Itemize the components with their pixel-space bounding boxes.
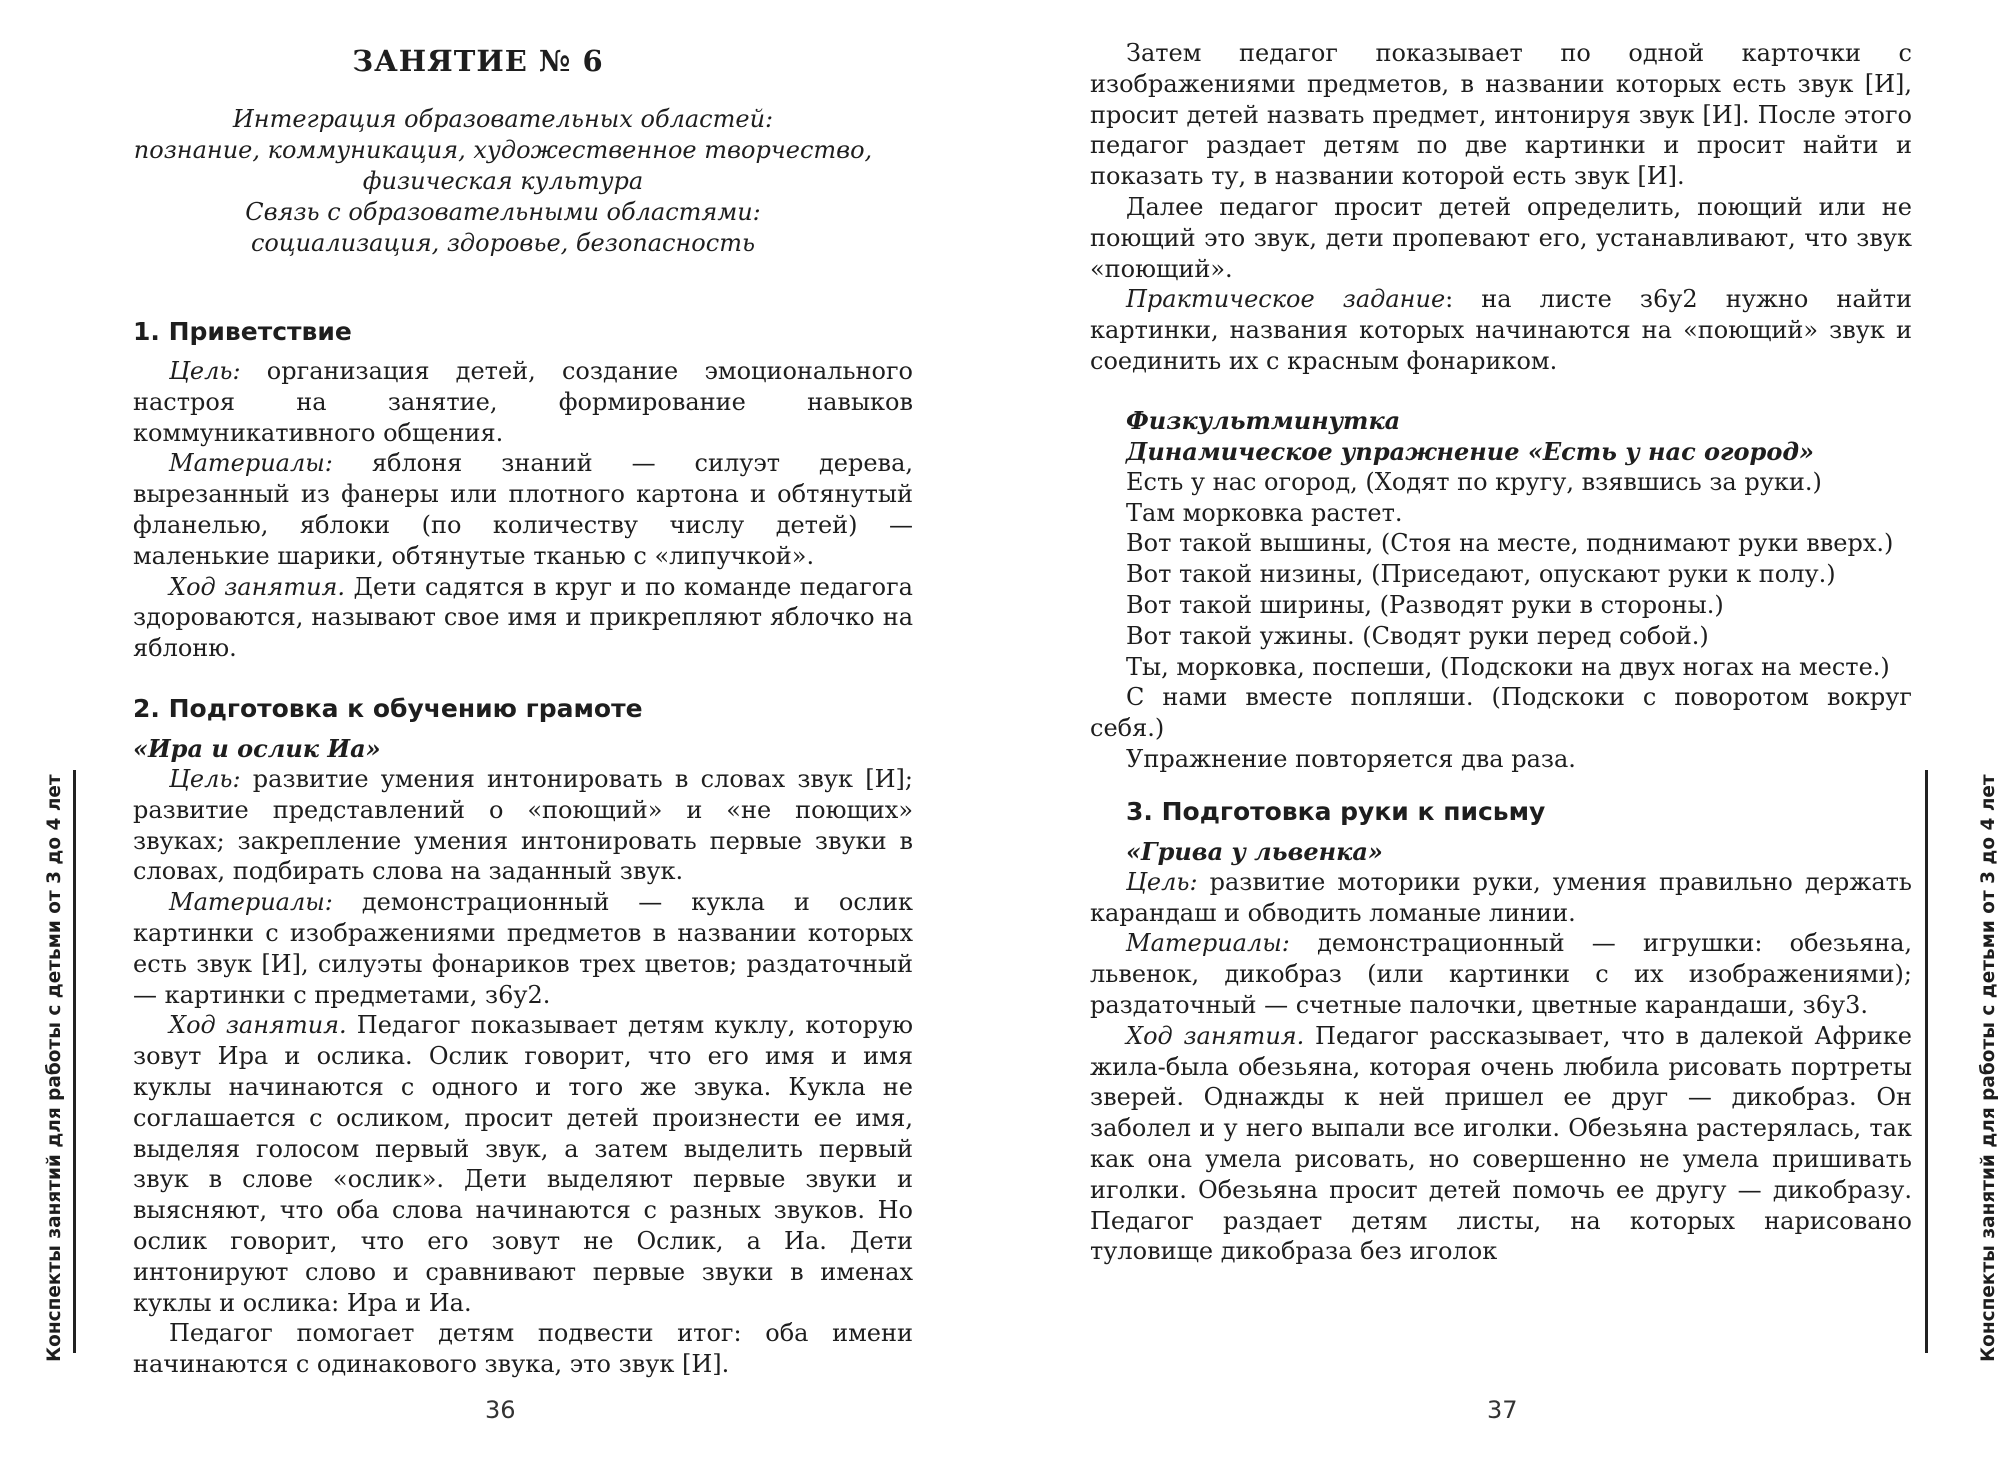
course-text: Педагог показывает детям куклу, которую зовут Ира и ослика. Ослик говорит, что его имя и имя куклы начинаются с одного и того же звука. Кукла не соглашается с осликом, просит детей произнести ее имя, выделяя голосом первый звук, а затем выделить первый звук в слове «ослик». Дети выделяют первые звуки и выясняют, что оба слова начинаются с разных звуков. Но ослик говорит, что его зовут не Ослик, а Иа. Дети интонируют слово и сравнивают первые звуки в именах куклы и ослика: Ира и Иа. — [133, 1011, 913, 1317]
left-text-column — [133, 36, 913, 1380]
section-3-course — [1090, 1021, 1912, 1267]
verse-line: Вот такой ширины, (Разводят руки в стороны.) — [1126, 590, 1724, 619]
practice-text: : на листе з6у2 нужно найти картинки, названия которых начинаются на «поющий» звук и соединить их с красным фонариком. — [1090, 285, 1912, 375]
section-2-subtitle: «Ира и ослик Иа» — [133, 733, 381, 763]
section-1-title: 1. Приветствие — [133, 317, 352, 346]
materials-text: яблоня знаний — силуэт дерева, вырезанный из фанеры или плотного картона и обтянутый фланелью, яблоки (по количеству числу детей) — маленькие шарики, обтянутые тканью с «липучкой». — [133, 449, 913, 570]
paragraph: Затем педагог показывает по одной карточки с изображениями предметов, в названии которых есть звук [И], просит детей назвать предмет, интонируя звук [И]. После этого педагог раздает детям по две картинки и просит найти и показать ту, в названии которой есть звук [И]. — [1090, 39, 1912, 191]
practice-task — [1090, 284, 1912, 376]
section-2-title: 2. Подготовка к обучению грамоте — [133, 693, 643, 723]
verse-line: Упражнение повторяется два раза. — [1126, 744, 1576, 773]
page-number: 37 — [1487, 1396, 1518, 1424]
materials-text: демонстрационный — кукла и ослик картинки с изображениями предметов в названии которых есть звук [И], силуэты фонариков трех цветов; раздаточный — картинки с предметами, з6у2. — [133, 888, 913, 1009]
goal-label: Цель: — [169, 357, 241, 385]
verse-line: Вот такой вышины, (Стоя на месте, поднимают руки вверх.) — [1126, 529, 1894, 558]
section-2-materials — [133, 887, 913, 1010]
chapter-title: ЗАНЯТИЕ № 6 — [352, 44, 604, 78]
course-text: Педагог рассказывает, что в далекой Африке жила-была обезьяна, которая очень любила рисовать портреты зверей. Однажды к ней пришел ее друг — дикобраз. Он заболел и у него выпали все иголки. Обезьяна растерялась, так как она умела рисовать, но совершенно не умела пришивать иголки. Обезьяна просит детей помочь ее другу — дикобразу. Педагог раздает детям листы, на которых нарисовано туловище дикобраза без иголок — [1090, 1021, 1912, 1266]
goal-label: Цель: — [169, 764, 241, 793]
course-label: Ход занятия. — [1126, 1021, 1305, 1050]
verse-line: С нами вместе попляши. (Подскоки с поворотом вокруг себя.) — [1090, 683, 1912, 743]
section-1-materials — [133, 448, 913, 571]
intro-line: социализация, здоровье, безопасность — [250, 229, 756, 257]
intro-line: физическая культура — [362, 167, 644, 195]
goal-text: организация детей, создание эмоционального настроя на занятие, формирование навыков коммуникативного общения. — [133, 357, 913, 447]
side-rule — [1925, 770, 1928, 1353]
goal-label: Цель: — [1126, 867, 1198, 896]
materials-text: демонстрационный — игрушки: обезьяна, львенок, дикобраз (или картинки с их изображениями); раздаточный — счетные палочки, цветные карандаши, з6у3. — [1090, 929, 1912, 1019]
verse-line: Есть у нас огород, (Ходят по кругу, взявшись за руки.) — [1126, 467, 1822, 496]
paragraph: Далее педагог просит детей определить, поющий или не поющий это звук, дети пропевают его, устанавливают, что звук «поющий». — [1090, 192, 1912, 283]
section-2-course — [133, 1010, 913, 1318]
verse-line: Вот такой низины, (Приседают, опускают руки к полу.) — [1126, 560, 1836, 589]
right-page — [1000, 0, 2000, 1467]
goal-text: развитие моторики руки, умения правильно держать карандаш и обводить ломаные линии. — [1090, 867, 1912, 927]
section-1-course — [133, 572, 913, 664]
course-label: Ход занятия. — [169, 1011, 347, 1040]
practice-label: Практическое задание — [1126, 285, 1446, 314]
verse-line: Вот такой ужины. (Сводят руки перед собой.) — [1126, 621, 1709, 650]
section-1-goal — [133, 356, 913, 448]
section-2-summary: Педагог помогает детям подвести итог: оба имени начинаются с одинакового звука, это звук [И]. — [133, 1319, 913, 1379]
goal-text: развитие умения интонировать в словах звук [И]; развитие представлений о «поющий» и «не поющих» звуках; закрепление умения интонировать первые звуки в словах, подбирать слова на заданный звук. — [133, 764, 913, 886]
side-running-title: Конспекты занятий для работы с детьми от 3 до 4 лет — [1978, 774, 1999, 1362]
materials-label: Материалы: — [169, 888, 333, 917]
intro-line: познание, коммуникация, художественное творчество, — [133, 136, 873, 164]
right-text-column — [1090, 38, 1912, 1267]
section-3-subtitle: «Грива у львенка» — [1126, 836, 1383, 866]
verse-line: Ты, морковка, поспеши, (Подскоки на двух ногах на месте.) — [1126, 652, 1890, 681]
fizkult-title: Физкультминутка — [1126, 405, 1401, 435]
section-3-title: 3. Подготовка руки к письму — [1126, 796, 1546, 826]
section-3-materials — [1090, 928, 1912, 1020]
section-3-goal — [1090, 867, 1912, 929]
page-number: 36 — [485, 1396, 516, 1424]
intro-line: Интеграция образовательных областей: — [232, 105, 774, 133]
section-2-goal — [133, 764, 913, 887]
side-rule — [73, 770, 76, 1353]
materials-label: Материалы: — [169, 449, 333, 478]
verse-line: Там морковка растет. — [1126, 498, 1403, 527]
exercise-title: Динамическое упражнение «Есть у нас огород» — [1126, 436, 1815, 466]
intro-line: Связь с образовательными областями: — [245, 198, 761, 226]
course-text: Дети садятся в круг и по команде педагога здороваются, называют свое имя и прикрепляют яблочко на яблоню. — [133, 572, 913, 663]
course-label: Ход занятия. — [169, 572, 346, 601]
side-running-title: Конспекты занятий для работы с детьми от 3 до 4 лет — [44, 774, 65, 1362]
materials-label: Материалы: — [1126, 929, 1290, 958]
integration-intro — [133, 104, 913, 259]
